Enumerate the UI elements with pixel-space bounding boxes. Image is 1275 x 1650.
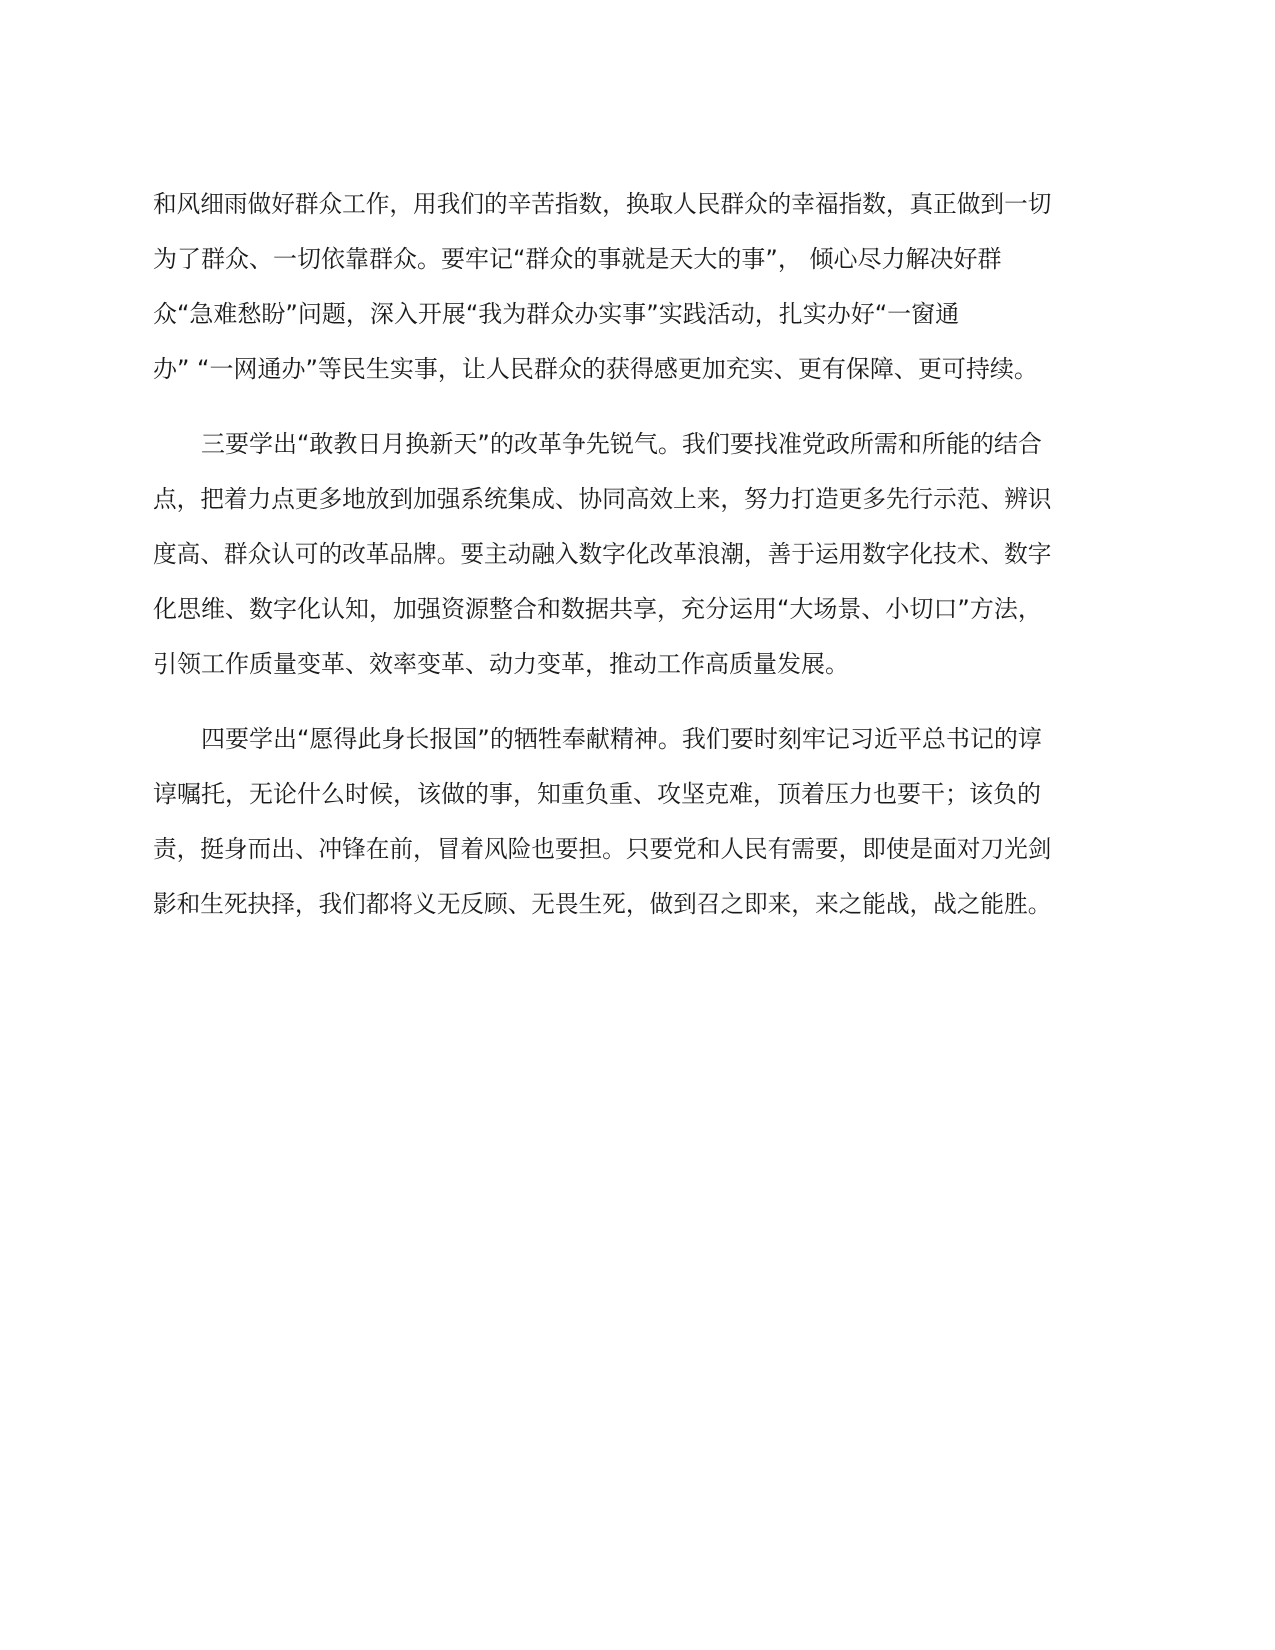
paragraph-1-line-2: 为了群众、一切依靠群众。要牢记“群众的事就是天大的事”， 倾心尽力解决好群	[153, 245, 1002, 273]
paragraph-1-line-4: 办” “一网通办”等民生实事，让人民群众的获得感更加充实、更有保障、更可持续。	[153, 355, 1038, 383]
paragraph-2-line-2: 点，把着力点更多地放到加强系统集成、协同高效上来，努力打造更多先行示范、辨识	[153, 485, 1052, 513]
paragraph-2-line-1: 三要学出“敢教日月换新天”的改革争先锐气。我们要找准党政所需和所能的结合	[201, 430, 1042, 458]
paragraph-2-line-5: 引领工作质量变革、效率变革、动力变革，推动工作高质量发展。	[153, 650, 849, 678]
paragraph-3-line-3: 责，挺身而出、冲锋在前，冒着风险也要担。只要党和人民有需要，即使是面对刀光剑	[153, 835, 1052, 863]
paragraph-2-line-4: 化思维、数字化认知，加强资源整合和数据共享，充分运用“大场景、小切口”方法，	[153, 595, 1042, 623]
paragraph-3-line-2: 谆嘱托，无论什么时候，该做的事，知重负重、攻坚克难，顶着压力也要干；该负的	[153, 780, 1041, 808]
paragraph-3-line-4: 影和生死抉择，我们都将义无反顾、无畏生死，做到召之即来，来之能战，战之能胜。	[153, 890, 1052, 918]
paragraph-3-line-1: 四要学出“愿得此身长报国”的牺牲奉献精神。我们要时刻牢记习近平总书记的谆	[201, 725, 1042, 753]
paragraph-1-line-3: 众“急难愁盼”问题，深入开展“我为群众办实事”实践活动，扎实办好“一窗通	[153, 300, 960, 328]
paragraph-1-line-1: 和风细雨做好群众工作，用我们的辛苦指数，换取人民群众的幸福指数，真正做到一切	[153, 190, 1052, 218]
paragraph-2-line-3: 度高、群众认可的改革品牌。要主动融入数字化改革浪潮，善于运用数字化技术、数字	[153, 540, 1052, 568]
